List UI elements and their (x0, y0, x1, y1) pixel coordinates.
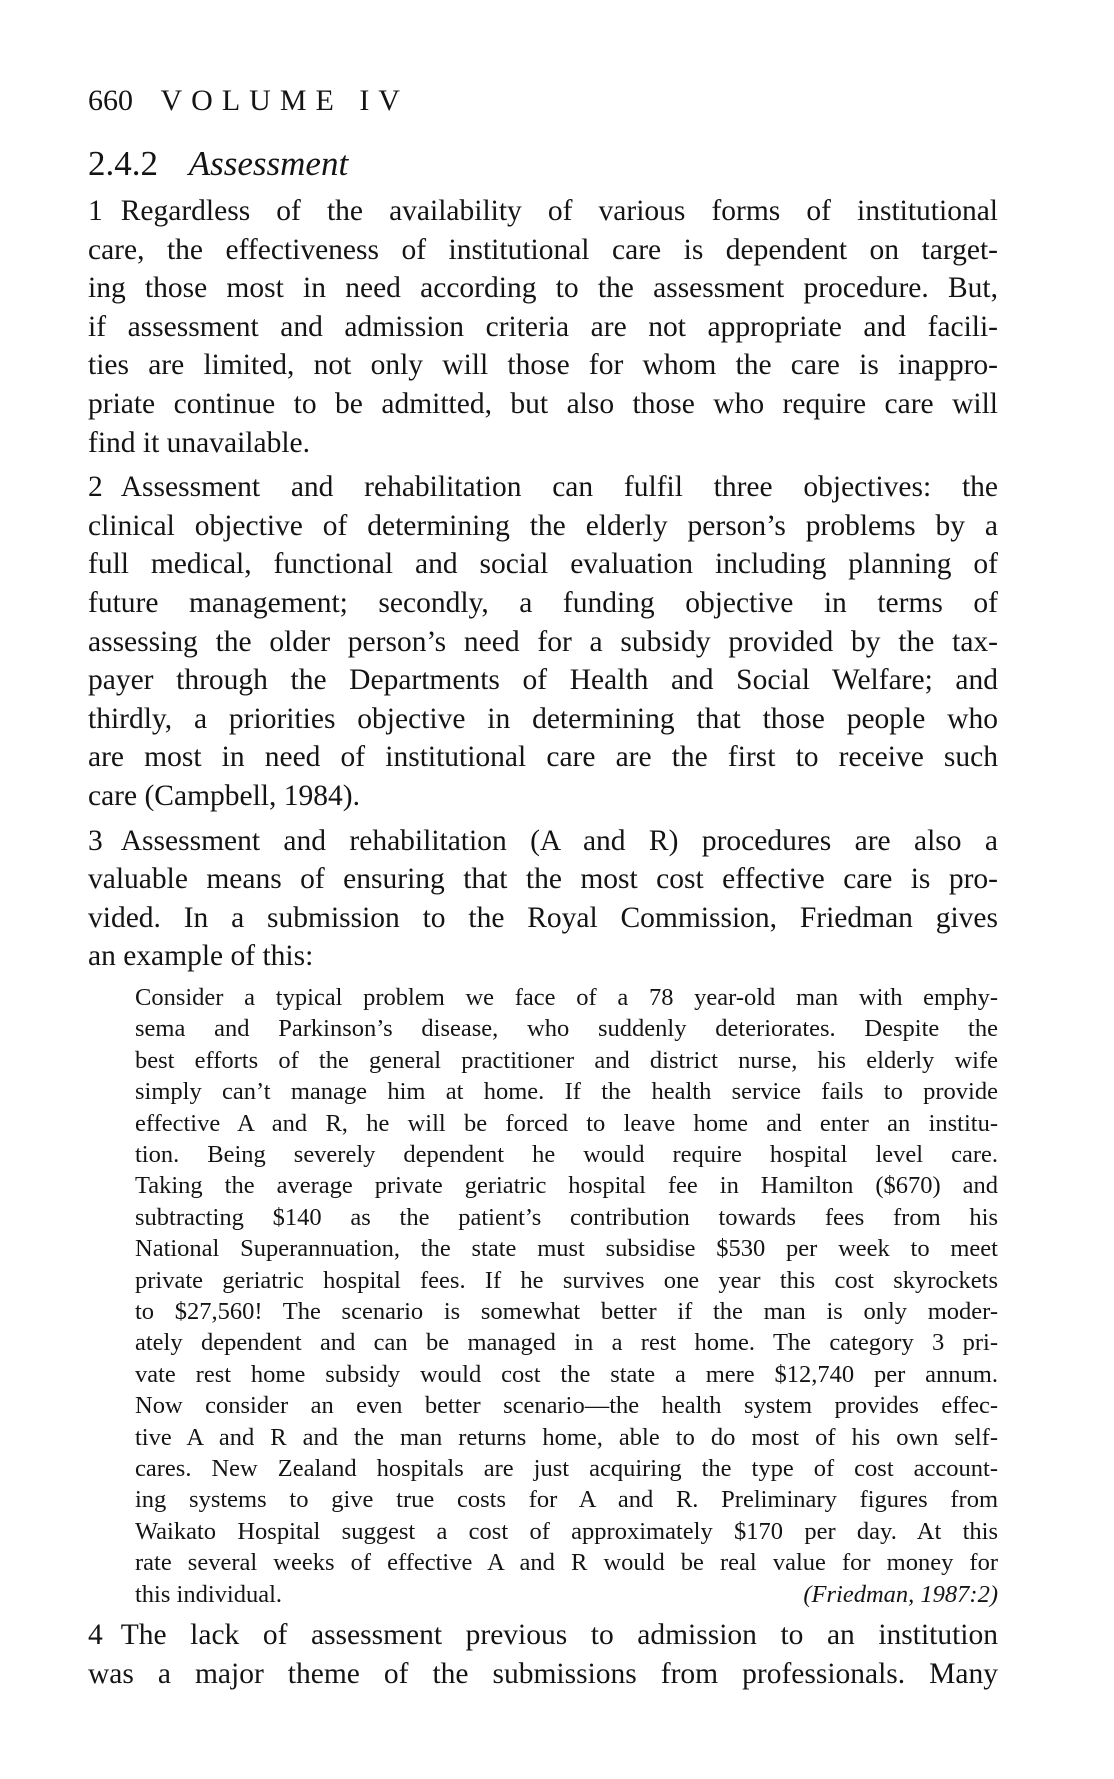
text-line: assessing the older person’s need for a subsidy provided by the tax- (88, 625, 998, 658)
quote-line: simply can’t manage him at home. If the health service fails to provide (135, 1078, 998, 1106)
text-line: ties are limited, not only will those for whom the care is inappro- (88, 349, 998, 382)
quote-final-line (135, 1579, 998, 1610)
quote-line: cares. New Zealand hospitals are just acquiring the type of cost account- (135, 1454, 998, 1482)
text-line: priate continue to be admitted, but also those who require care will (88, 387, 998, 420)
section-heading (88, 144, 348, 184)
text-line: Assessment and rehabilitation (A and R) procedures are also a (120, 824, 998, 857)
section-number: 2.4.2 (88, 144, 158, 183)
text-line: an example of this: (88, 940, 314, 973)
text-line: care (Campbell, 1984). (88, 779, 360, 812)
quote-line: subtracting $140 as the patient’s contribution towards fees from his (135, 1203, 998, 1231)
text-line: find it unavailable. (88, 426, 310, 459)
quote-line: Waikato Hospital suggest a cost of approximately $170 per day. At this (135, 1517, 998, 1545)
text-line: was a major theme of the submissions from professionals. Many (88, 1657, 998, 1690)
quote-line: tive A and R and the man returns home, able to do most of his own self- (135, 1423, 998, 1451)
paragraph-4 (88, 1616, 998, 1693)
volume-label: VOLUME IV (160, 84, 409, 117)
text-line: clinical objective of determining the elderly person’s problems by a (88, 509, 998, 542)
quote-line: Consider a typical problem we face of a 78 year-old man with emphy- (135, 983, 998, 1011)
paragraph-1 (88, 192, 998, 462)
text-line: full medical, functional and social evaluation including planning of (88, 548, 998, 581)
citation: (Friedman, 1987:2) (803, 1580, 998, 1608)
section-title: Assessment (188, 144, 349, 183)
quote-line: ately dependent and can be managed in a rest home. The category 3 pri- (135, 1329, 998, 1357)
paragraph-3 (88, 822, 998, 976)
text-line: payer through the Departments of Health and Social Welfare; and (88, 664, 998, 697)
block-quote (135, 982, 998, 1610)
text-line: vided. In a submission to the Royal Commission, Friedman gives (88, 901, 998, 934)
quote-line: this individual. (135, 1580, 282, 1608)
text-line: The lack of assessment previous to admission to an institution (120, 1619, 998, 1651)
text-line: are most in need of institutional care are the first to receive such (88, 741, 998, 774)
text-line: Assessment and rehabilitation can fulfil three objectives: the (120, 471, 998, 504)
paragraph-number: 1 (88, 195, 103, 227)
paragraph-number: 4 (88, 1619, 103, 1651)
paragraph-number: 3 (88, 824, 103, 857)
text-line: Regardless of the availability of various forms of institutional (120, 195, 998, 227)
body-text (88, 192, 998, 1699)
quote-line: sema and Parkinson’s disease, who suddenly deteriorates. Despite the (135, 1015, 998, 1043)
paragraph-number: 2 (88, 471, 103, 504)
quote-line: to $27,560! The scenario is somewhat better if the man is only moder- (135, 1297, 998, 1325)
text-line: thirdly, a priorities objective in determining that those people who (88, 702, 998, 735)
text-line: ing those most in need according to the assessment procedure. But, (88, 272, 998, 305)
running-head (88, 84, 409, 118)
text-line: if assessment and admission criteria are not appropriate and facili- (88, 310, 998, 343)
quote-line: National Superannuation, the state must subsidise $530 per week to meet (135, 1235, 998, 1263)
paragraph-2 (88, 468, 998, 815)
quote-line: private geriatric hospital fees. If he survives one year this cost skyrockets (135, 1266, 998, 1294)
quote-line: Now consider an even better scenario—the health system provides effec- (135, 1392, 998, 1420)
quote-line: rate several weeks of effective A and R would be real value for money for (135, 1549, 998, 1577)
quote-line: vate rest home subsidy would cost the state a mere $12,740 per annum. (135, 1360, 998, 1388)
text-line: care, the effectiveness of institutional care is dependent on target- (88, 233, 998, 266)
quote-line: ing systems to give true costs for A and R. Preliminary figures from (135, 1486, 998, 1514)
text-line: future management; secondly, a funding objective in terms of (88, 586, 998, 619)
page-number: 660 (88, 84, 133, 117)
quote-line: best efforts of the general practitioner and district nurse, his elderly wife (135, 1046, 998, 1074)
quote-line: effective A and R, he will be forced to leave home and enter an institu- (135, 1109, 998, 1137)
quote-line: tion. Being severely dependent he would require hospital level care. (135, 1140, 998, 1168)
quote-line: Taking the average private geriatric hospital fee in Hamilton ($670) and (135, 1172, 998, 1200)
text-line: valuable means of ensuring that the most cost effective care is pro- (88, 863, 998, 896)
